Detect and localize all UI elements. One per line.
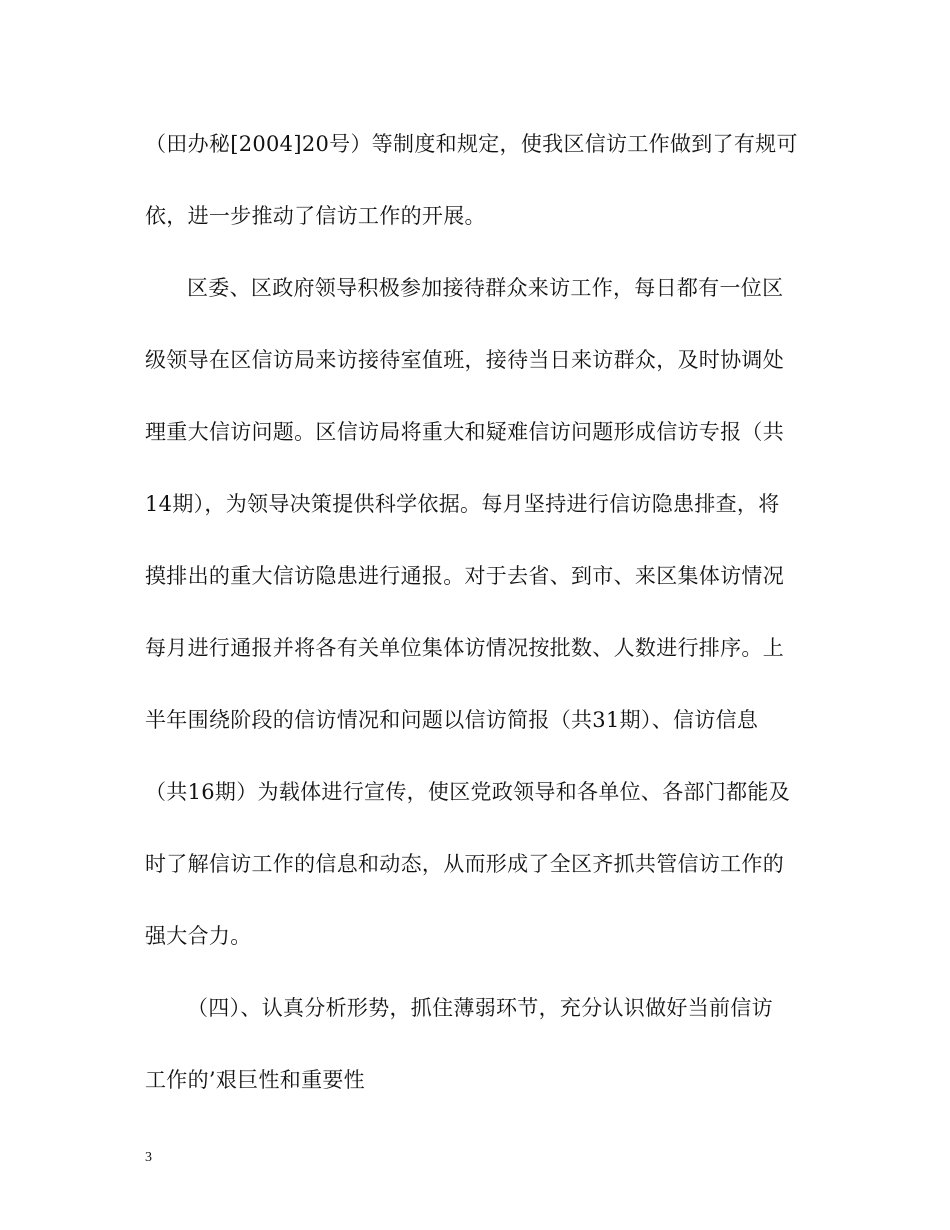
text-line: 强大合力。: [145, 924, 252, 948]
section-heading-line: 工作的’艰巨性和重要性: [145, 1068, 365, 1092]
text-line: 时了解信访工作的信息和动态，从而形成了全区齐抓共管信访工作的: [145, 852, 784, 876]
section-heading-line: （四）、认真分析形势，抓住薄弱环节，充分认识做好当前信访: [187, 996, 773, 1020]
text-line: 每月进行通报并将各有关单位集体访情况按批数、人数进行排序。上: [145, 636, 784, 660]
text-line: （田办秘[2004]20号）等制度和规定，使我区信访工作做到了有规可: [145, 132, 798, 156]
text-line: 理重大信访问题。区信访局将重大和疑难信访问题形成信访专报（共: [145, 420, 784, 444]
text-line: （共16期）为载体进行宣传，使区党政领导和各单位、各部门都能及: [145, 780, 791, 804]
page-number: 3: [145, 1150, 152, 1165]
paragraph-start-line: 区委、区政府领导积极参加接待群众来访工作，每日都有一位区: [187, 276, 784, 300]
text-line: 摸排出的重大信访隐患进行通报。对于去省、到市、来区集体访情况: [145, 564, 784, 588]
text-line: 依，进一步推动了信访工作的开展。: [145, 204, 486, 228]
text-line: 级领导在区信访局来访接待室值班，接待当日来访群众，及时协调处: [145, 348, 784, 372]
text-line: 14期），为领导决策提供科学依据。每月坚持进行信访隐患排查，将: [145, 492, 780, 516]
text-line: 半年围绕阶段的信访情况和问题以信访简报（共31期）、信访信息: [145, 708, 759, 732]
